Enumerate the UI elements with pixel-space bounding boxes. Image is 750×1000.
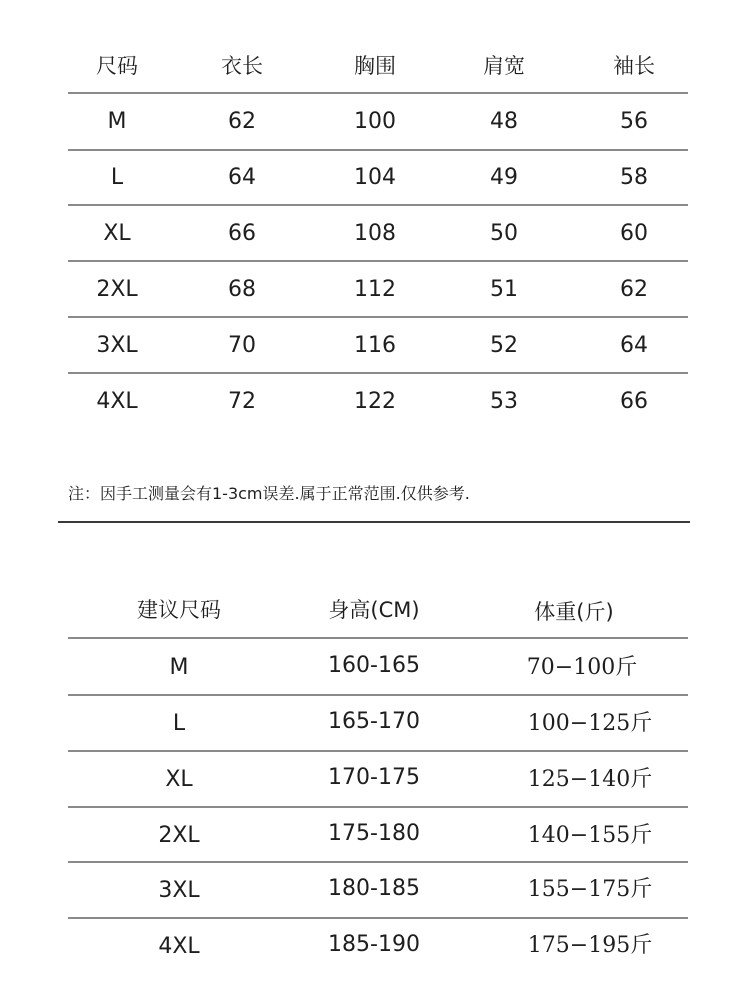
height-cell: 165-170 <box>328 709 420 734</box>
divider <box>68 316 688 318</box>
divider <box>68 92 688 94</box>
divider <box>68 149 688 151</box>
chest-cell: 108 <box>354 221 396 246</box>
chest-cell: 122 <box>354 389 396 414</box>
weight-cell: 175−195斤 <box>527 933 653 958</box>
shoulder-cell: 53 <box>490 389 518 414</box>
header-recommended-size: 建议尺码 <box>137 598 221 622</box>
size-cell: 3XL <box>96 333 138 358</box>
sleeve-cell: 56 <box>620 109 648 134</box>
header-size: 尺码 <box>96 54 138 78</box>
size-cell: M <box>169 655 189 680</box>
height-cell: 170-175 <box>328 765 420 790</box>
length-cell: 66 <box>228 221 256 246</box>
divider <box>68 372 688 374</box>
length-cell: 70 <box>228 333 256 358</box>
height-cell: 185-190 <box>328 932 420 957</box>
shoulder-cell: 49 <box>490 165 518 190</box>
size-cell: 2XL <box>158 823 200 848</box>
length-cell: 68 <box>228 277 256 302</box>
header-sleeve: 袖长 <box>613 54 655 78</box>
length-cell: 62 <box>228 109 256 134</box>
weight-cell: 140−155斤 <box>527 823 653 848</box>
weight-cell: 155−175斤 <box>527 877 653 902</box>
chest-cell: 116 <box>354 333 396 358</box>
header-chest: 胸围 <box>354 54 396 78</box>
divider <box>68 806 688 808</box>
shoulder-cell: 51 <box>490 277 518 302</box>
header-height: 身高(CM) <box>328 598 420 622</box>
chest-cell: 112 <box>354 277 396 302</box>
divider <box>68 260 688 262</box>
divider <box>68 637 688 639</box>
sleeve-cell: 58 <box>620 165 648 190</box>
divider <box>68 750 688 752</box>
header-length: 衣长 <box>221 54 263 78</box>
size-cell: XL <box>165 767 193 792</box>
chest-cell: 104 <box>354 165 396 190</box>
height-cell: 180-185 <box>328 876 420 901</box>
shoulder-cell: 48 <box>490 109 518 134</box>
size-cell: 2XL <box>96 277 138 302</box>
size-cell: XL <box>103 221 131 246</box>
chest-cell: 100 <box>354 109 396 134</box>
sleeve-cell: 66 <box>620 389 648 414</box>
size-cell: 4XL <box>158 934 200 959</box>
length-cell: 72 <box>228 389 256 414</box>
divider <box>68 861 688 863</box>
size-cell: L <box>110 165 124 190</box>
size-cell: M <box>107 109 127 134</box>
header-weight: 体重(斤) <box>534 600 614 624</box>
shoulder-cell: 50 <box>490 221 518 246</box>
height-cell: 175-180 <box>328 821 420 846</box>
measurement-note: 注：因手工测量会有1-3cm误差.属于正常范围.仅供参考. <box>68 484 470 503</box>
divider <box>68 204 688 206</box>
size-cell: 3XL <box>158 878 200 903</box>
height-cell: 160-165 <box>328 653 420 678</box>
divider <box>68 917 688 919</box>
header-shoulder: 肩宽 <box>483 54 525 78</box>
sleeve-cell: 60 <box>620 221 648 246</box>
divider <box>68 694 688 696</box>
section-divider <box>58 521 690 523</box>
weight-cell: 100−125斤 <box>527 711 653 736</box>
size-cell: 4XL <box>96 389 138 414</box>
shoulder-cell: 52 <box>490 333 518 358</box>
size-cell: L <box>172 711 186 736</box>
length-cell: 64 <box>228 165 256 190</box>
weight-cell: 70−100斤 <box>526 655 638 680</box>
sleeve-cell: 64 <box>620 333 648 358</box>
weight-cell: 125−140斤 <box>527 767 653 792</box>
sleeve-cell: 62 <box>620 277 648 302</box>
